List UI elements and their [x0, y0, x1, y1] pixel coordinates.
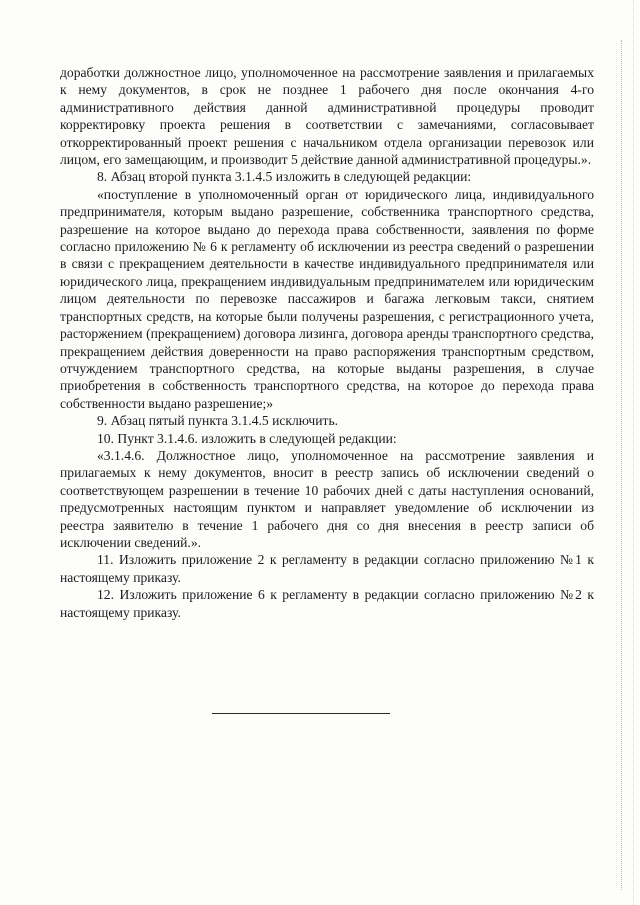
scan-edge-line-outer	[633, 0, 634, 905]
paragraph-item-11: 11. Изложить приложение 2 к регламенту в редакции согласно приложению №1 к настоящему приказу.	[60, 552, 594, 585]
paragraph-item-12: 12. Изложить приложение 6 к регламенту в редакции согласно приложению №2 к настоящему приказу.	[60, 587, 594, 620]
paragraph-item-8: 8. Абзац второй пункта 3.1.4.5 изложить в следующей редакции:	[97, 169, 472, 185]
paragraph-continuation: доработки должностное лицо, уполномоченное на рассмотрение заявления и прилагаемых к нему документов, в срок не позднее 1 рабочего дня после окончания 4-го административного действия данной административной процедуры проводит корректировку проекта решения в соответствии с замечаниями, согласовывает откорректированный проект решения с начальником отдела организации перевозок или лицом, его замещающим, и производит 5 действие данной административной процедуры.».	[60, 65, 594, 168]
document-body	[60, 64, 594, 621]
paragraph-item-9: 9. Абзац пятый пункта 3.1.4.5 исключить.	[97, 413, 339, 429]
paragraph-item-10-quote: «3.1.4.6. Должностное лицо, уполномоченное на рассмотрение заявления и прилагаемых к нему документов, вносит в реестр запись об исключении сведений о соответствующем разрешении в течение 10 рабочих дней с даты наступления оснований, предусмотренных настоящим пунктом и направляет уведомление об исключении из реестра заявителю в течение 1 рабочего дня со дня внесения в реестр записи об исключении сведений.».	[60, 447, 594, 550]
scan-edge-line	[621, 40, 622, 890]
paragraph-item-10: 10. Пункт 3.1.4.6. изложить в следующей редакции:	[97, 430, 397, 446]
paragraph-item-8-quote: «поступление в уполномоченный орган от юридического лица, индивидуального предпринимателя, которым выдано разрешение, собственника транспортного средства, разрешение на которое выдано до перехода права собственности, заявления по форме согласно приложению № 6 к регламенту об исключении из реестра сведений о разрешении в связи с прекращением деятельности в качестве индивидуального предпринимателя или юридического лица, прекращением индивидуальным предпринимателем или юридическим лицом деятельности по перевозке пассажиров и багажа легковым такси, снятием транспортных средств, на которые были получены разрешения, с регистрационного учета, расторжением (прекращением) договора лизинга, договора аренды транспортного средства, прекращением действия доверенности на право распоряжения транспортным средством, отчуждением транспортного средства, на которые выданы разрешения, в случае приобретения в собственность транспортного средства, на которое до перехода права собственности выдано разрешение;»	[60, 186, 594, 411]
closing-rule-line	[212, 713, 390, 714]
